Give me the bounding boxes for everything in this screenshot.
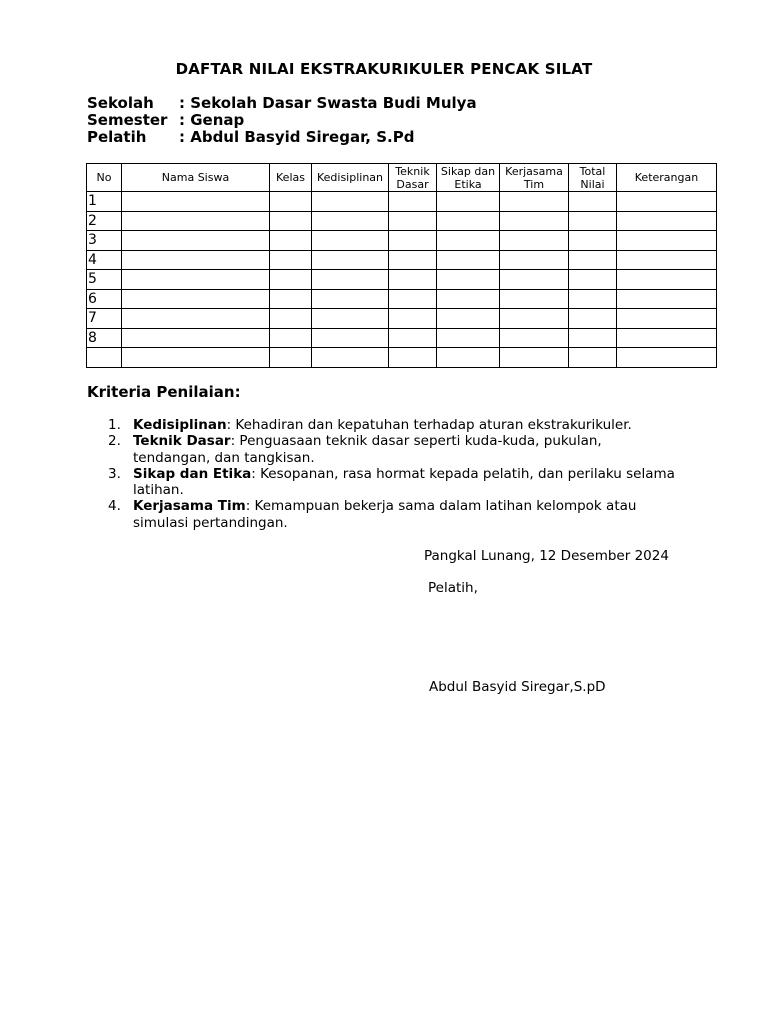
table-cell: [122, 250, 270, 270]
table-cell: [312, 250, 389, 270]
criteria-description: : Kehadiran dan kepatuhan terhadap aturan ekstrakurikuler.: [226, 417, 632, 433]
table-cell: [500, 328, 569, 348]
table-cell: [312, 309, 389, 329]
row-number-cell: 7: [87, 309, 122, 329]
table-cell: [389, 211, 437, 231]
criteria-title: Kriteria Penilaian:: [87, 383, 241, 401]
criteria-number: 4.: [108, 498, 121, 515]
column-header-attitude: Sikap dan Etika: [437, 164, 500, 192]
table-cell: [569, 309, 617, 329]
table-cell: [569, 250, 617, 270]
table-cell: [617, 309, 717, 329]
table-cell: [122, 309, 270, 329]
score-table: [86, 163, 717, 368]
table-cell: [270, 348, 312, 368]
table-body: [87, 192, 717, 368]
info-label: Pelatih: [87, 128, 147, 146]
row-number-cell: 5: [87, 270, 122, 290]
column-header-discipline: Kedisiplinan: [312, 164, 389, 192]
table-cell: [389, 309, 437, 329]
table-cell: [500, 289, 569, 309]
column-header-total: Total Nilai: [569, 164, 617, 192]
row-number-cell: 4: [87, 250, 122, 270]
column-header-no: No: [87, 164, 122, 192]
place-date: Pangkal Lunang, 12 Desember 2024: [424, 548, 669, 564]
column-header-name: Nama Siswa: [122, 164, 270, 192]
info-row-school: [87, 95, 477, 112]
table-cell: [569, 231, 617, 251]
table-cell: [389, 250, 437, 270]
table-cell: [312, 328, 389, 348]
column-header-basic-technique: Teknik Dasar: [389, 164, 437, 192]
row-number-cell: [87, 348, 122, 368]
table-cell: [617, 348, 717, 368]
table-cell: [500, 348, 569, 368]
table-cell: [617, 250, 717, 270]
table-cell: [270, 289, 312, 309]
column-header-teamwork: Kerjasama Tim: [500, 164, 569, 192]
table-cell: [500, 309, 569, 329]
table-cell: [617, 270, 717, 290]
signer-name: Abdul Basyid Siregar,S.pD: [429, 679, 606, 695]
table-cell: [500, 211, 569, 231]
school-info: [87, 95, 477, 146]
table-cell: [270, 270, 312, 290]
table-row: [87, 289, 717, 309]
table-cell: [312, 231, 389, 251]
table-cell: [500, 231, 569, 251]
criteria-list: [108, 417, 678, 531]
table-cell: [569, 270, 617, 290]
table-cell: [389, 348, 437, 368]
table-cell: [389, 231, 437, 251]
criteria-term: Kerjasama Tim: [133, 498, 246, 515]
table-cell: [617, 231, 717, 251]
table-row: [87, 348, 717, 368]
table-header-row: [87, 164, 717, 192]
table-row: [87, 309, 717, 329]
table-cell: [569, 192, 617, 212]
table-cell: [389, 192, 437, 212]
table-row: [87, 192, 717, 212]
table-cell: [270, 250, 312, 270]
table-cell: [270, 231, 312, 251]
criteria-item: [108, 433, 678, 466]
table-cell: [437, 348, 500, 368]
info-label: Sekolah: [87, 94, 154, 112]
table-cell: [389, 289, 437, 309]
table-cell: [617, 328, 717, 348]
row-number-cell: 1: [87, 192, 122, 212]
criteria-description: : Kesopanan, rasa hormat kepada pelatih, dan perilaku selama latihan.: [133, 465, 675, 499]
table-row: [87, 250, 717, 270]
table-cell: [122, 192, 270, 212]
table-cell: [437, 250, 500, 270]
table-cell: [312, 289, 389, 309]
criteria-description: : Penguasaan teknik dasar seperti kuda-kuda, pukulan, tendangan, dan tangkisan.: [133, 433, 602, 466]
table-row: [87, 231, 717, 251]
table-cell: [312, 270, 389, 290]
table-cell: [617, 192, 717, 212]
criteria-number: 2.: [108, 433, 121, 450]
table-cell: [270, 309, 312, 329]
table-cell: [122, 328, 270, 348]
table-cell: [312, 211, 389, 231]
table-cell: [569, 348, 617, 368]
column-header-notes: Keterangan: [617, 164, 717, 192]
info-row-semester: [87, 112, 477, 129]
table-cell: [312, 192, 389, 212]
table-cell: [312, 348, 389, 368]
table-cell: [270, 211, 312, 231]
table-cell: [617, 289, 717, 309]
signer-role: Pelatih,: [428, 580, 478, 596]
table-cell: [437, 289, 500, 309]
table-cell: [122, 211, 270, 231]
table-cell: [122, 289, 270, 309]
info-value: : Abdul Basyid Siregar, S.Pd: [179, 128, 415, 146]
criteria-item: [108, 417, 678, 433]
row-number-cell: 2: [87, 211, 122, 231]
criteria-term: Sikap dan Etika: [133, 465, 252, 482]
table-row: [87, 211, 717, 231]
table-cell: [389, 270, 437, 290]
table-cell: [122, 231, 270, 251]
table-cell: [122, 270, 270, 290]
row-number-cell: 6: [87, 289, 122, 309]
table-cell: [437, 270, 500, 290]
table-cell: [389, 328, 437, 348]
criteria-item: [108, 498, 678, 531]
table-cell: [569, 289, 617, 309]
table-cell: [437, 211, 500, 231]
row-number-cell: 3: [87, 231, 122, 251]
table-row: [87, 328, 717, 348]
info-row-coach: [87, 129, 477, 146]
table-cell: [500, 250, 569, 270]
criteria-term: Kedisiplinan: [133, 417, 227, 433]
info-label: Semester: [87, 111, 168, 129]
info-value: : Sekolah Dasar Swasta Budi Mulya: [179, 94, 477, 112]
table-cell: [270, 328, 312, 348]
info-value: : Genap: [179, 111, 245, 129]
table-cell: [437, 328, 500, 348]
criteria-number: 3.: [108, 465, 121, 482]
table-cell: [270, 192, 312, 212]
criteria-item: [108, 466, 678, 499]
criteria-number: 1.: [108, 417, 121, 433]
criteria-description: : Kemampuan bekerja sama dalam latihan kelompok atau simulasi pertandingan.: [133, 498, 637, 531]
table-cell: [437, 309, 500, 329]
table-cell: [569, 328, 617, 348]
row-number-cell: 8: [87, 328, 122, 348]
table-row: [87, 270, 717, 290]
criteria-term: Teknik Dasar: [133, 433, 231, 450]
table-cell: [500, 270, 569, 290]
column-header-class: Kelas: [270, 164, 312, 192]
table-cell: [437, 231, 500, 251]
table-cell: [122, 348, 270, 368]
table-cell: [500, 192, 569, 212]
table-cell: [617, 211, 717, 231]
table-cell: [569, 211, 617, 231]
table-cell: [437, 192, 500, 212]
document-title: DAFTAR NILAI EKSTRAKURIKULER PENCAK SILAT: [175, 60, 593, 78]
